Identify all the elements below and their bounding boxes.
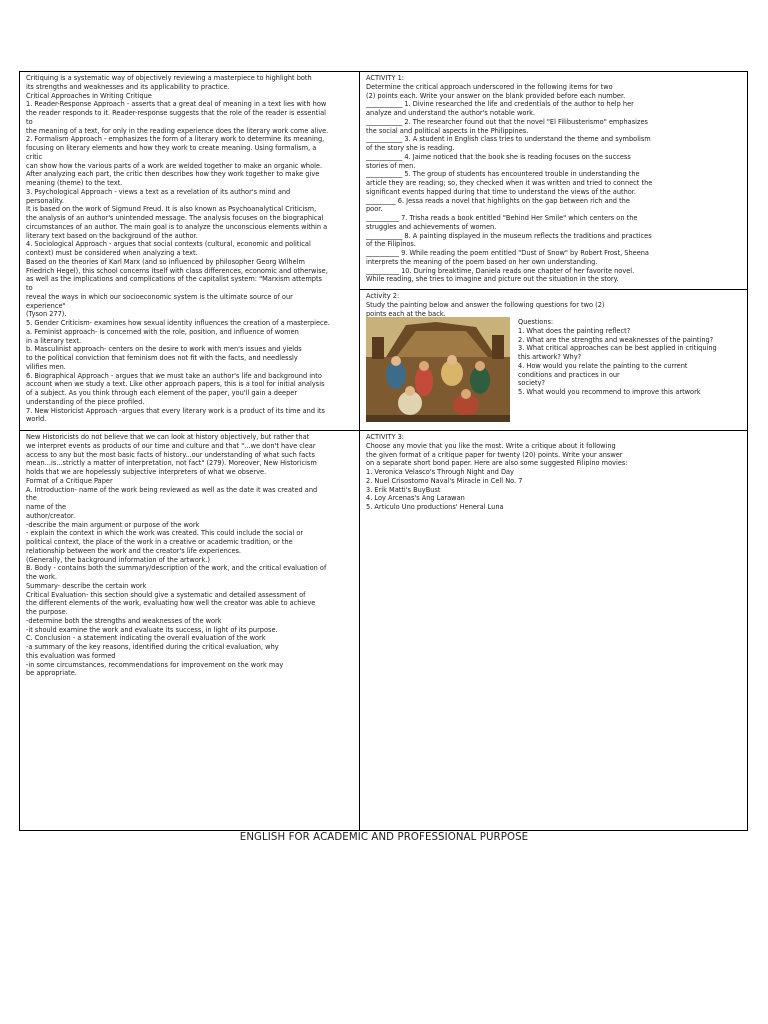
text-line: stories of men. — [366, 161, 416, 170]
text-line: 1. Veronica Velasco's Through Night and Day — [366, 468, 514, 476]
activity-1-cell — [360, 72, 747, 290]
text-line: this artwork? Why? — [518, 353, 582, 361]
course-footer: ENGLISH FOR ACADEMIC AND PROFESSIONAL PURPOSE — [239, 832, 529, 843]
text-line: 2. Formalism Approach - emphasizes the form of a literary work to determine its meaning, — [26, 135, 325, 144]
text-line: Activity 2: — [366, 292, 400, 300]
text-line: the different elements of the work, evaluating how well the creator was able to achieve — [26, 599, 316, 608]
text-line: b. Masculinist approach- centers on the desire to work with men's issues and yields — [26, 345, 302, 354]
text-line: personality. — [26, 196, 64, 205]
text-line: -describe the main argument or purpose of the work — [26, 520, 200, 529]
text-line: name of the — [26, 503, 67, 511]
text-line: relationship between the work and the creator's life experiences. — [26, 546, 242, 555]
text-line: of the story she is reading. — [366, 144, 455, 152]
text-line: ___________ 5. The group of students has encountered trouble in understanding the — [366, 170, 640, 179]
text-line: focusing on literary elements and how they work to create meaning. Using formalism, a — [26, 144, 317, 152]
text-line: world. — [26, 415, 47, 424]
text-line: mean...is...strictly a matter of interpretation, not fact" (279). Moreover, New Historicism — [26, 459, 317, 468]
text-line: struggles and achievements of women. — [366, 222, 497, 231]
activity-2-intro — [366, 292, 744, 318]
text-line: as well as the implications and complications of the capitalist system: "Marxism attempts — [26, 275, 322, 284]
text-line: Critiquing is a systematic way of objectively reviewing a masterpiece to highlight both — [26, 74, 312, 82]
text-line: __________ 9. While reading the poem entitled "Dust of Snow" by Robert Frost, Sheena — [366, 249, 649, 257]
text-line: its strengths and weaknesses and its applicability to practice. — [26, 82, 230, 91]
text-line: the purpose. — [26, 608, 68, 616]
text-line: Critical Approaches in Writing Critique — [26, 91, 152, 100]
text-line: significant events happed during that time to understand the views of the author. — [366, 187, 636, 196]
text-line: -in some circumstances, recommendations for improvement on the work may — [26, 660, 284, 669]
text-line: Choose any movie that you like the most. Write a critique about it following — [366, 441, 616, 450]
text-line: Based on the theories of Karl Marx (and so influenced by philosopher Georg Wilhelm — [26, 257, 305, 266]
text-line: 3. Erik Matti's BuyBust — [366, 485, 441, 494]
text-line: 1. What does the painting reflect? — [518, 326, 631, 335]
text-line: a. Feminist approach- is concerned with the role, position, and influence of women — [26, 327, 299, 336]
text-line: of the Filipinos. — [366, 240, 416, 249]
text-line: - explain the context in which the work was created. This could include the social or — [26, 529, 304, 538]
text-line: _________ 6. Jessa reads a novel that highlights on the gap between rich and the — [366, 196, 630, 205]
text-line: the given format of a critique paper for twenty (20) points. Write your answer — [366, 450, 623, 459]
text-line: access to any but the most basic facts of history...our understanding of what such facts — [26, 450, 315, 459]
text-line: __________ 7. Trisha reads a book entitled "Behind Her Smile" which centers on the — [366, 214, 638, 222]
text-line: ___________ 2. The researcher found out that the novel "El Filibusterismo" emphasizes — [366, 117, 648, 126]
activity-1-text — [366, 74, 744, 284]
text-line: -determine both the strengths and weaknesses of the work — [26, 616, 222, 625]
text-line: Determine the critical approach underscored in the following items for two — [366, 82, 613, 91]
text-line: While reading, she tries to imagine and picture out the situation in the story. — [366, 275, 619, 284]
text-line: vilifies men. — [26, 362, 66, 371]
text-line: circumstances of an author. The main goal is to analyze the unconscious elements within a — [26, 222, 328, 231]
text-line: on a separate short bond paper. Here are also some suggested Filipino movies: — [366, 459, 628, 468]
text-line: A. Introduction- name of the work being reviewed as well as the date it was created and — [26, 485, 318, 494]
text-line: of a subject. As you think through each element of the paper, you'll gain a deeper — [26, 389, 298, 397]
text-line: can show how the various parts of a work are welded together to make an organic whole. — [26, 161, 323, 170]
text-line: to the political conviction that feminism does not fit with the facts, and needlessly — [26, 354, 298, 362]
text-line: society? — [518, 379, 545, 388]
text-line: to — [26, 117, 33, 126]
text-line: 7. New Historicist Approach -argues that every literary work is a product of its time and its — [26, 406, 325, 415]
text-line: points each at the back. — [366, 309, 446, 318]
text-line: conditions and practices in our — [518, 370, 620, 379]
text-line: literary text based on the background of the author. — [26, 231, 198, 240]
text-line: ACTIVITY 1: — [366, 74, 404, 82]
text-line: the reader responds to it. Reader-response suggests that the role of the reader is essential — [26, 109, 326, 117]
critique-format-text — [26, 433, 356, 678]
activity-2-questions — [518, 318, 743, 397]
text-line: we interpret events as products of our time and culture and that "...we don't have clear — [26, 441, 316, 450]
text-line: (2) points each. Write your answer on the blank provided before each number. — [366, 91, 626, 100]
text-line: __________ 10. During breaktime, Daniela reads one chapter of her favorite novel. — [366, 266, 635, 275]
text-line: ___________ 4. Jaime noticed that the book she is reading focuses on the success — [366, 152, 631, 161]
text-line: holds that we are hopelessly subjective interpreters of what we observe. — [26, 468, 267, 476]
text-line: author/creator. — [26, 511, 76, 520]
text-line: the meaning of a text, for only in the reading experience does the literary work come alive. — [26, 126, 329, 135]
text-line: 5. Gender Criticism- examines how sexual identity influences the creation of a masterpiece. — [26, 319, 330, 327]
text-line: ACTIVITY 3: — [366, 433, 404, 441]
text-line: poor. — [366, 205, 383, 214]
text-line: Study the painting below and answer the following questions for two (2) — [366, 300, 605, 309]
text-line: 3. Psychological Approach - views a text as a revelation of its author's mind and — [26, 187, 291, 196]
text-line: the analysis of an author's unintended message. The analysis focuses on the biographical — [26, 214, 324, 222]
worksheet-grid — [19, 71, 748, 831]
text-line: political context, the place of the work in a creative or academic tradition, or the — [26, 538, 293, 546]
text-line: the — [26, 494, 37, 503]
text-line: account when we study a text. Like other approach papers, this is a tool for initial analysis — [26, 380, 325, 389]
text-line: -a summary of the key reasons, identified during the critical evaluation, why — [26, 643, 279, 651]
text-line: Critical Evaluation- this section should give a systematic and detailed assessment of — [26, 590, 306, 599]
text-line: reveal the ways in which our socioeconomic system is the ultimate source of our — [26, 292, 293, 301]
text-line: C. Conclusion - a statement indicating the overall evaluation of the work — [26, 634, 266, 643]
text-line: B. Body - contains both the summary/description of the work, and the critical evaluation of — [26, 564, 327, 573]
text-line: 5. Articulo Uno productions' Heneral Luna — [366, 503, 504, 511]
text-line: to — [26, 284, 33, 292]
text-line: Format of a Critique Paper — [26, 476, 113, 485]
text-line: 5. What would you recommend to improve this artwork — [518, 388, 701, 396]
text-line: ___________ 8. A painting displayed in the museum reflects the traditions and practices — [366, 231, 652, 240]
filipino-fiesta-painting — [366, 317, 510, 422]
text-line: the social and political aspects in the Philippines. — [366, 126, 529, 135]
text-line: 2. What are the strengths and weaknesses of the painting? — [518, 335, 714, 344]
text-line: be appropriate. — [26, 669, 77, 678]
text-line: critic — [26, 152, 43, 161]
activity-2-cell — [360, 290, 747, 431]
text-line: Summary- describe the certain work — [26, 581, 147, 590]
text-line: context) must be considered when analyzing a text. — [26, 249, 198, 257]
text-line: analyze and understand the author's notable work. — [366, 109, 535, 117]
text-line: in a literary text. — [26, 336, 82, 345]
text-line: New Historicists do not believe that we can look at history objectively, but rather that — [26, 433, 310, 441]
text-line: 6. Biographical Approach - argues that we must take an author's life and background into — [26, 371, 322, 380]
text-line: (Tyson 277). — [26, 310, 67, 319]
critical-approaches-text — [26, 74, 356, 424]
text-line: -it should examine the work and evaluate its success, in light of its purpose. — [26, 625, 278, 634]
text-line: It is based on the work of Sigmund Freud. It is also known as Psychoanalytical Criticism, — [26, 205, 317, 214]
text-line: Questions: — [518, 318, 554, 326]
text-line: 1. Reader-Response Approach - asserts that a great deal of meaning in a text lies with how — [26, 100, 327, 109]
text-line: the work. — [26, 573, 57, 581]
activity-3-cell — [360, 431, 747, 830]
critical-approaches-cell — [20, 72, 360, 431]
text-line: ___________ 1. Divine researched the life and credentials of the author to help her — [366, 100, 634, 109]
text-line: 2. Nuel Crisostomo Naval's Miracle in Cell No. 7 — [366, 476, 523, 485]
text-line: 4. Sociological Approach - argues that social contexts (cultural, economic and political — [26, 240, 311, 249]
text-line: ___________ 3. A student in English class tries to understand the theme and symbolism — [366, 135, 651, 144]
text-line: article they are reading; so, they checked when it was written and tried to connect the — [366, 179, 653, 187]
activity-3-text — [366, 433, 744, 512]
text-line: this evaluation was formed — [26, 651, 116, 660]
text-line: 4. Loy Arcenas's Ang Larawan — [366, 494, 465, 503]
text-line: Friedrich Hegel), this school concerns itself with class differences, economic and otherwise, — [26, 266, 328, 275]
text-line: meaning (theme) to the text. — [26, 179, 123, 187]
critique-format-cell — [20, 431, 360, 830]
text-line: 3. What critical approaches can be best applied in critiquing — [518, 344, 717, 353]
text-line: experience" — [26, 301, 66, 310]
text-line: understanding of the piece profiled. — [26, 397, 145, 406]
text-line: interprets the meaning of the poem based on her own understanding. — [366, 257, 598, 266]
text-line: After analyzing each part, the critic then describes how they work together to make give — [26, 170, 320, 179]
text-line: (Generally, the background information of the artwork.) — [26, 555, 210, 564]
text-line: 4. How would you relate the painting to the current — [518, 361, 688, 370]
